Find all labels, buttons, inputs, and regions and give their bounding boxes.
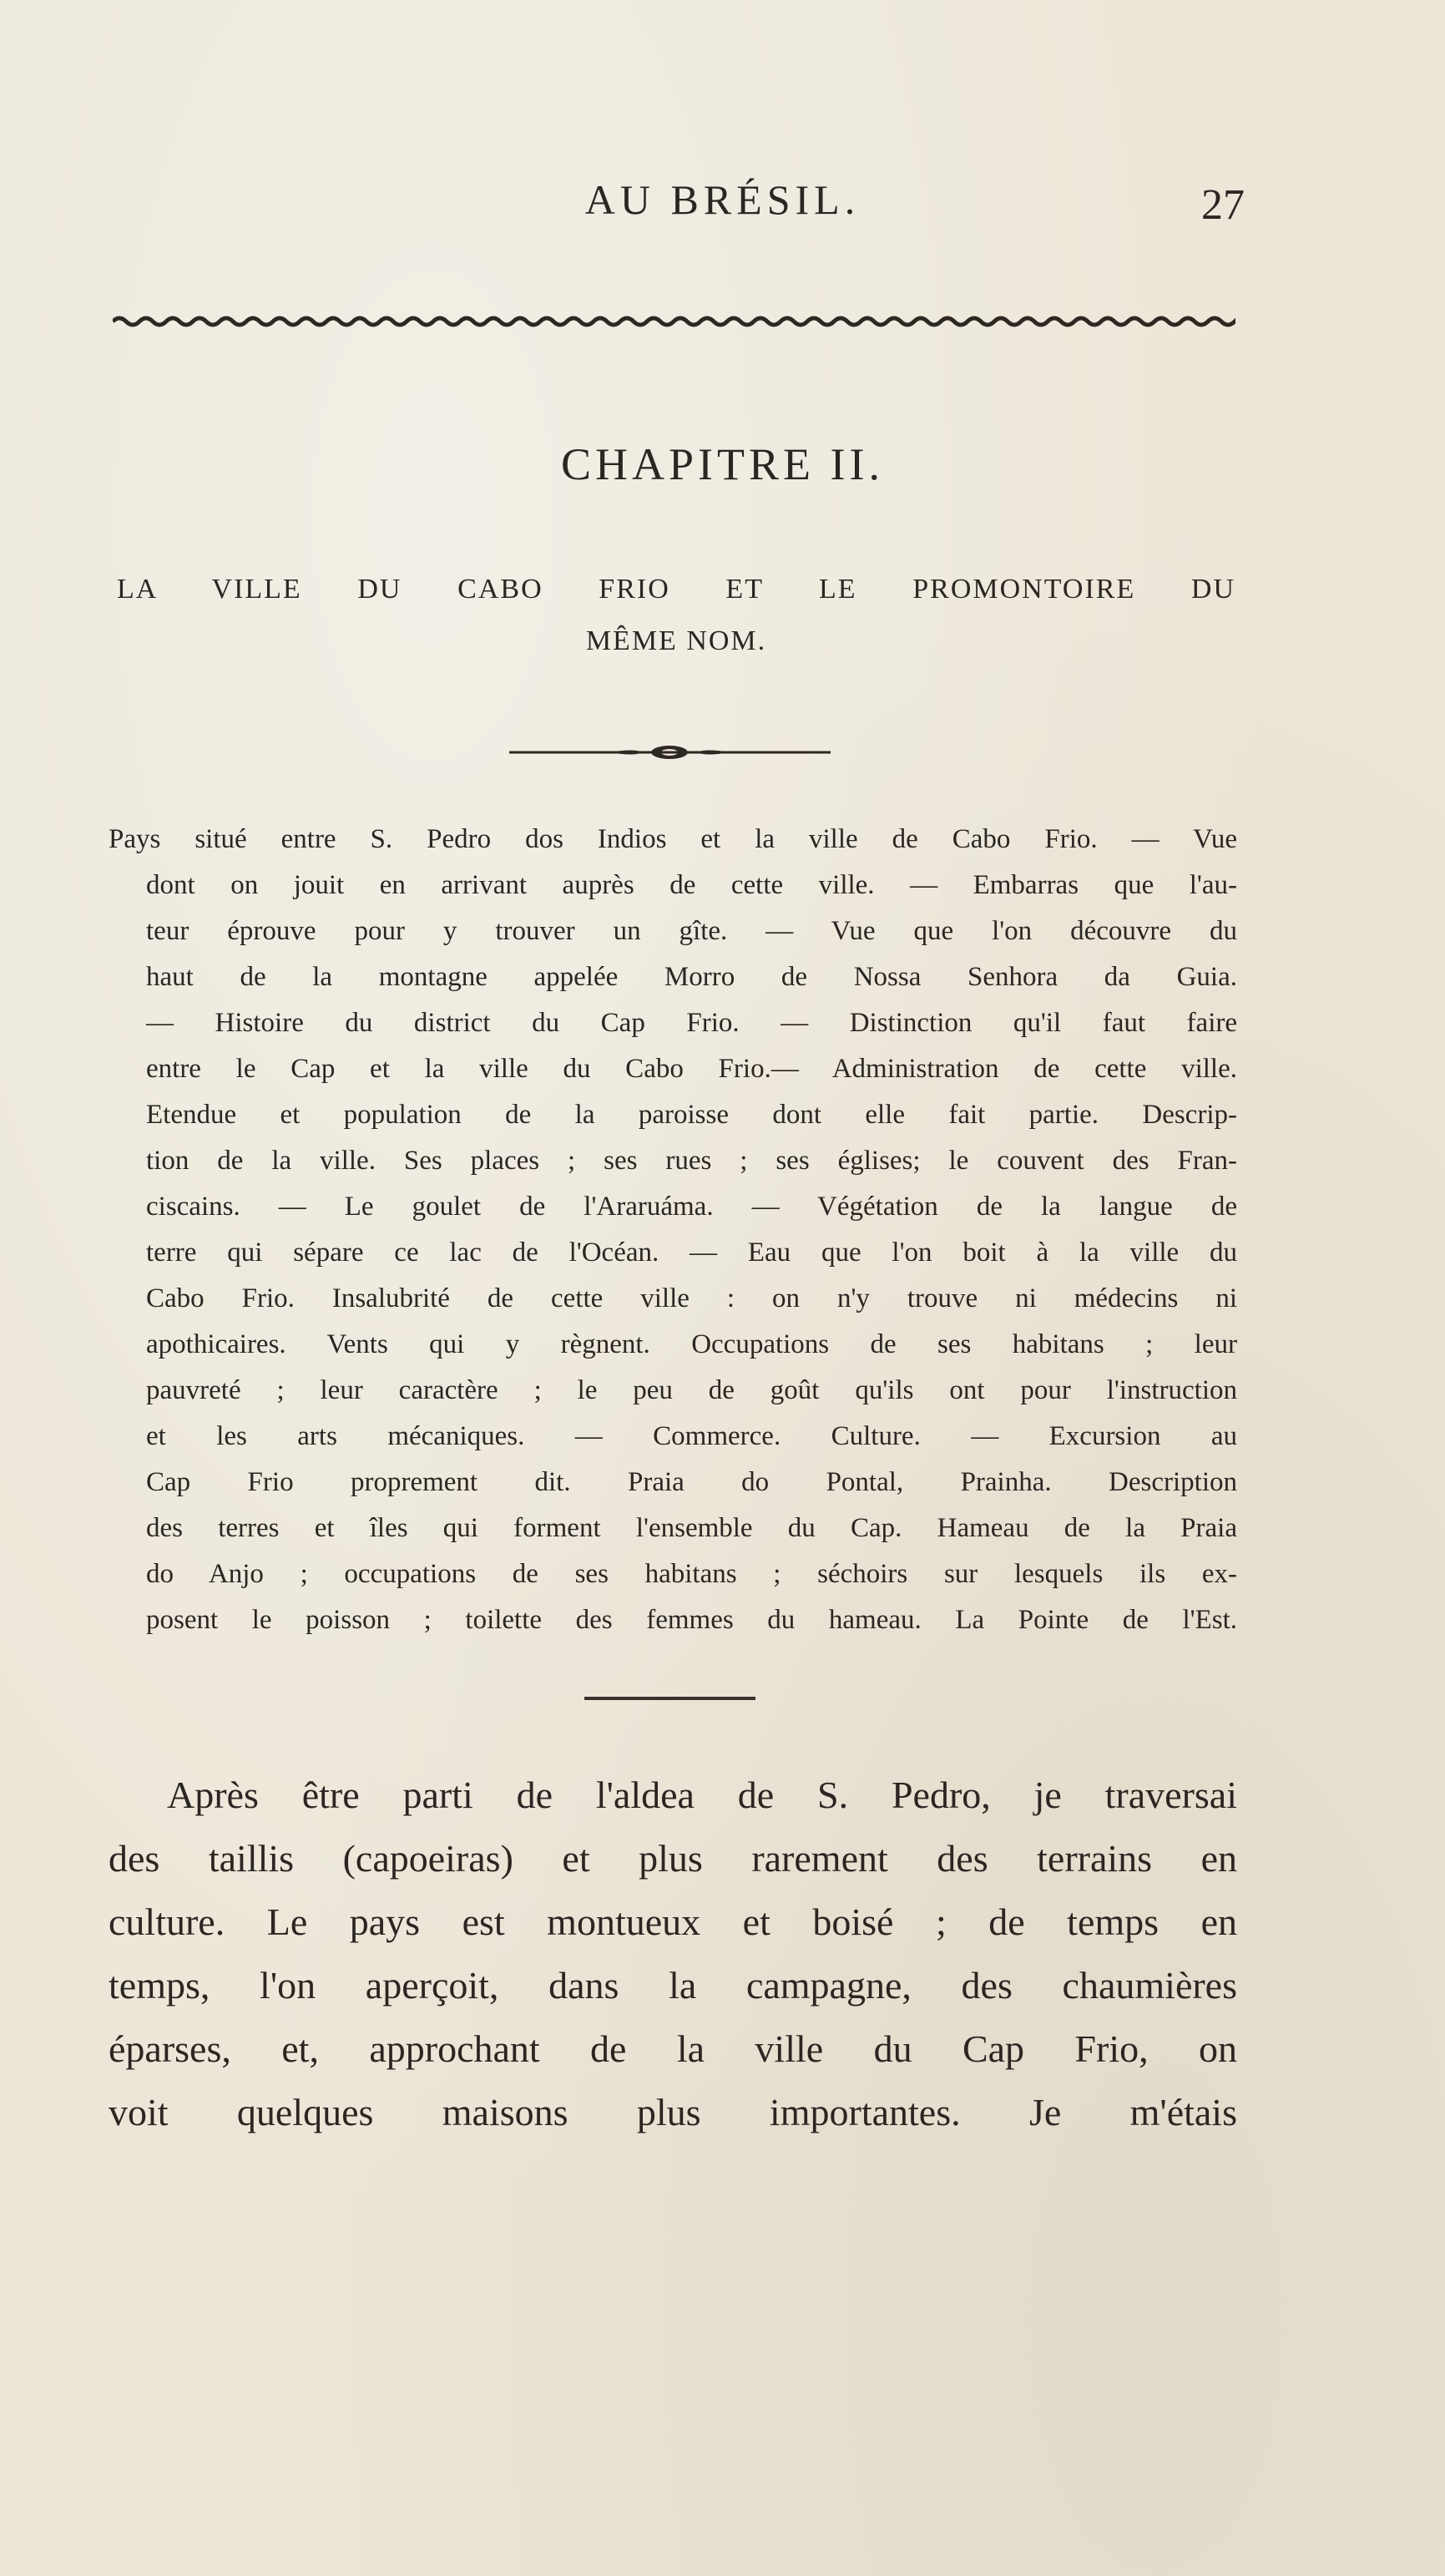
page-number: 27	[1201, 181, 1245, 229]
running-title: AU BRÉSIL.	[584, 176, 861, 223]
body-line: culture. Le pays est montueux et boisé ; de temps en	[109, 1900, 1237, 1943]
summary-line: des terres et îles qui forment l'ensemble du Cap. Hameau de la Praia	[146, 1513, 1237, 1543]
body-line: des taillis (capoeiras) et plus rarement des terrains en	[109, 1837, 1237, 1880]
body-line: Après être parti de l'aldea de S. Pedro, je traversai	[167, 1774, 1237, 1816]
summary-line: ciscains. — Le goulet de l'Araruáma. — Végétation de la langue de	[146, 1192, 1237, 1222]
summary-line: terre qui sépare ce lac de l'Océan. — Eau que l'on boit à la ville du	[146, 1237, 1237, 1268]
chapter-subtitle-line-1: LA VILLE DU CABO FRIO ET LE PROMONTOIRE DU	[117, 574, 1235, 605]
summary-line: apothicaires. Vents qui y règnent. Occupations de ses habitans ; leur	[146, 1329, 1237, 1359]
chapter-title: CHAPITRE II.	[561, 439, 884, 489]
ornamental-rule	[113, 314, 1235, 329]
summary-line: pauvreté ; leur caractère ; le peu de goût qu'ils ont pour l'instruction	[146, 1375, 1237, 1405]
body-line: voit quelques maisons plus importantes. Je m'étais	[109, 2091, 1237, 2133]
summary-line: tion de la ville. Ses places ; ses rues ; ses églises; le couvent des Fran-	[146, 1146, 1237, 1176]
chapter-subtitle	[117, 564, 1235, 667]
flourish-divider	[509, 740, 831, 765]
summary-line: Cap Frio proprement dit. Praia do Pontal, Prainha. Description	[146, 1467, 1237, 1497]
summary-line: et les arts mécaniques. — Commerce. Culture. — Excursion au	[146, 1421, 1237, 1451]
summary-line: — Histoire du district du Cap Frio. — Distinction qu'il faut faire	[146, 1008, 1237, 1038]
chapter-subtitle-line-2: MÊME NOM.	[585, 625, 767, 656]
summary-line: Pays situé entre S. Pedro dos Indios et la ville de Cabo Frio. — Vue	[109, 824, 1237, 854]
summary-line: entre le Cap et la ville du Cabo Frio.— Administration de cette ville.	[146, 1054, 1237, 1084]
short-rule-divider	[584, 1697, 755, 1700]
body-text	[109, 1764, 1237, 2144]
chapter-summary	[109, 817, 1237, 1643]
summary-line: haut de la montagne appelée Morro de Nossa Senhora da Guia.	[146, 962, 1237, 992]
summary-line: Etendue et population de la paroisse dont elle fait partie. Descrip-	[146, 1100, 1237, 1130]
running-head	[0, 175, 1445, 242]
summary-line: teur éprouve pour y trouver un gîte. — Vue que l'on découvre du	[146, 916, 1237, 946]
summary-line: do Anjo ; occupations de ses habitans ; séchoirs sur lesquels ils ex-	[146, 1559, 1237, 1589]
summary-line: posent le poisson ; toilette des femmes du hameau. La Pointe de l'Est.	[146, 1605, 1237, 1635]
body-line: éparses, et, approchant de la ville du Cap Frio, on	[109, 2027, 1237, 2070]
body-line: temps, l'on aperçoit, dans la campagne, des chaumières	[109, 1964, 1237, 2007]
summary-line: Cabo Frio. Insalubrité de cette ville : on n'y trouve ni médecins ni	[146, 1283, 1237, 1313]
summary-line: dont on jouit en arrivant auprès de cette ville. — Embarras que l'au-	[146, 870, 1237, 900]
